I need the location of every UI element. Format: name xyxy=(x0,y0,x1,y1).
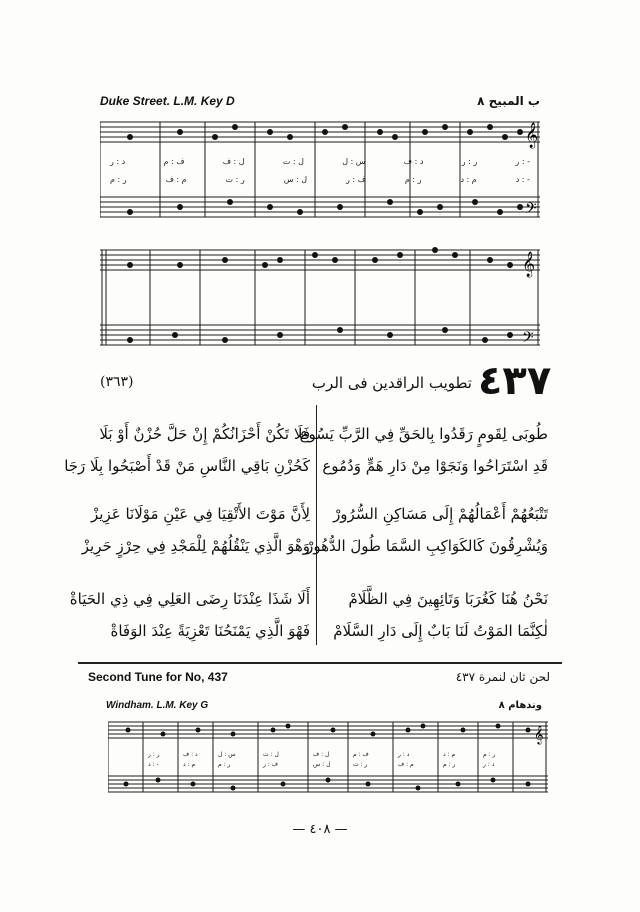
treble-staff-1 xyxy=(100,122,540,142)
hymn-title: تطويب الراقدين فى الرب xyxy=(311,374,472,392)
solfa-row-1 xyxy=(110,157,530,166)
stanza-1-right xyxy=(299,425,548,475)
verse-line: تَتْبَعُهُمْ أَعْمَالُهُمْ إِلَى مَسَاكِنِ السُّرُورْ xyxy=(333,505,548,523)
solfa-note: س : ل xyxy=(342,157,366,166)
hymn-reference: (٣٦٣) xyxy=(100,374,134,390)
verse-line: كَحُزْنِ بَاقِي النَّاسِ مَنْ قَدْ أَصْبَحُوا بِلَا رَجَا xyxy=(64,457,310,475)
solfa-note: د : ر xyxy=(110,157,126,166)
second-tune-header-ar: لحن ثان لنمرة ٤٣٧ xyxy=(455,670,550,684)
svg-text:ر : ت: ر : ت xyxy=(353,761,368,768)
svg-text:س : ل: س : ل xyxy=(218,751,236,758)
svg-text:د : ر: د : ر xyxy=(483,761,495,768)
svg-text:ر : م: ر : م xyxy=(218,761,231,768)
svg-text:ر : م: ر : م xyxy=(483,751,496,758)
solfa-note: ل : ف xyxy=(222,157,245,166)
verse-line: فَهْوَ الَّذِي يَمْنَحُنَا تَعْزِيَةً عِنْدَ الوَفَاةْ xyxy=(110,622,310,640)
tune1-title: Duke Street. L.M. Key D xyxy=(100,94,235,108)
svg-text:م : د: م : د xyxy=(183,761,196,768)
verse-line: فَلَا تَكُنْ أَحْزَانُكُمْ إِنْ حَلَّ حُزْنٌ أَوْ بَلَا xyxy=(99,425,310,443)
svg-text:م : ف: م : ف xyxy=(398,761,414,768)
stanza-1-left xyxy=(64,425,310,475)
verse-line: لٰكِنَّمَا المَوْتُ لَنَا بَابٌ إِلَى دَارِ السَّلَامْ xyxy=(333,622,548,640)
stanza-3-right xyxy=(333,590,548,640)
verse-line: وَيُشْرِقُونَ كَالكَوَاكِبِ السَّمَا طُولَ الدُّهُورْ xyxy=(306,537,548,555)
svg-text:د : -: د : - xyxy=(148,761,159,768)
svg-text:د : ر: د : ر xyxy=(398,751,410,758)
bass-clef-icon: 𝄢 xyxy=(522,329,534,350)
treble-staff-3 xyxy=(108,722,548,738)
stanza-3-left xyxy=(69,590,310,640)
solfa-note: ل : ت xyxy=(282,157,304,166)
tune1-meter: ب المبيح ٨ xyxy=(477,94,540,108)
svg-text:م : د: م : د xyxy=(443,751,456,758)
treble-clef-icon: 𝄞 xyxy=(525,123,539,148)
page-number: — ٤٠٨ — xyxy=(292,822,348,837)
solfa-note: ر : م xyxy=(110,175,127,184)
solfa-note: ف : م xyxy=(163,157,185,166)
bass-clef-icon: 𝄢 xyxy=(525,200,537,221)
solfa-note: ر : ر xyxy=(461,157,478,166)
verse-line: وَهْوَ الَّذِي يَنْقُلُهُمْ لِلْمَجْدِ فِي حِرْزٍ حَرِيزْ xyxy=(81,537,310,555)
solfa-note: ر : - xyxy=(515,157,530,166)
svg-text:ر : م: ر : م xyxy=(443,761,456,768)
solfa-note: ل : س xyxy=(283,175,308,184)
treble-staff-2 xyxy=(100,250,540,270)
svg-text:ر : ر: ر : ر xyxy=(148,751,160,758)
hymn-number: ٤٣٧ xyxy=(478,358,552,404)
svg-text:ل : ف: ل : ف xyxy=(313,751,330,758)
verse-line: قَدِ اسْتَرَاحُوا وَنَجَوْا مِنْ دَارِ هَمٍّ وَدُمُوع xyxy=(322,457,548,475)
section-rule xyxy=(78,662,562,664)
verse-line: نَحْنُ هُنَا كَغُرَبَا وَتَائِهِينَ فِي الظَّلَامْ xyxy=(348,590,548,608)
solfa-note: د : ف xyxy=(403,157,424,166)
music-system-3 xyxy=(108,714,548,804)
solfa-note: م : د xyxy=(460,175,477,184)
solfa-note: ر : م xyxy=(404,175,422,184)
solfa-note: ف : ر xyxy=(346,175,366,184)
music-system-1 xyxy=(100,112,540,222)
solfa-note: د : - xyxy=(515,175,530,184)
svg-text:ف : م: ف : م xyxy=(353,751,369,758)
svg-text:ف : ر: ف : ر xyxy=(263,761,278,768)
solfa-note: ر : ت xyxy=(225,175,245,184)
treble-clef-icon: 𝄞 xyxy=(522,252,536,277)
solfa-note: م : ف xyxy=(165,175,187,184)
svg-text:د : ف: د : ف xyxy=(183,751,198,758)
stanza-2-left xyxy=(81,505,310,555)
tune2-title: Windham. L.M. Key G xyxy=(106,700,209,711)
verse-line: أَلَا شَذَا عِنْدَنَا رِضَى العَلِي فِي ذِي الحَيَاةْ xyxy=(69,590,310,608)
verse-line: لِأَنَّ مَوْتَ الأَتْقِيَا فِي عَيْنِ مَوْلَانَا عَزِيزْ xyxy=(91,505,310,523)
tune2-meter: وندهام ٨ xyxy=(498,700,542,711)
solfa-row-2 xyxy=(110,175,530,184)
svg-text:ل : ت: ل : ت xyxy=(263,751,279,758)
second-tune-header: Second Tune for No, 437 xyxy=(88,670,228,684)
treble-clef-icon: 𝄞 xyxy=(534,725,544,744)
bass-staff-2 xyxy=(100,325,540,345)
svg-text:ل : س: ل : س xyxy=(313,761,331,768)
verse-line: طُوبَى لِقَومٍ رَقَدُوا بِالحَقِّ فِي الرَّبِّ يَسُوع xyxy=(299,425,548,443)
music-system-2 xyxy=(100,235,540,355)
stanza-2-right xyxy=(306,505,548,555)
